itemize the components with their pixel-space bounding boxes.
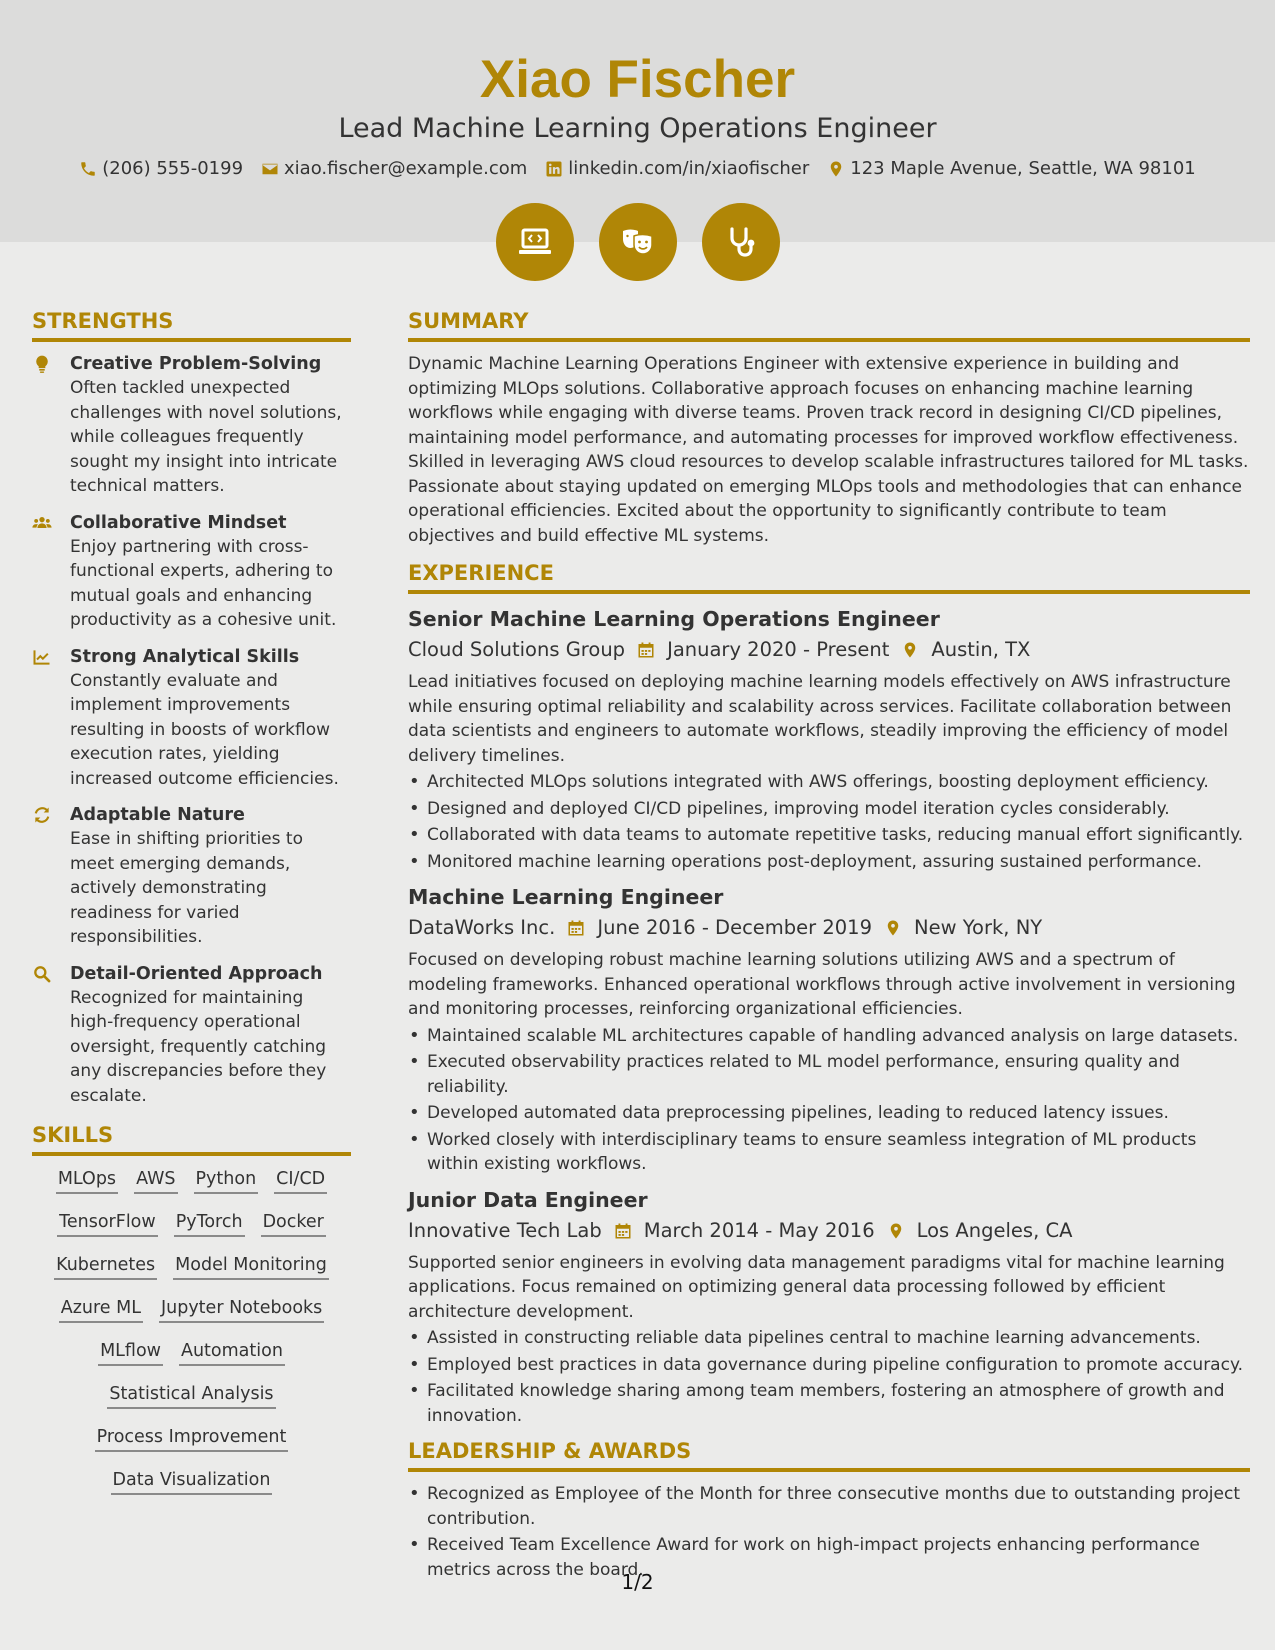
- map-pin-icon: [827, 160, 845, 178]
- job-description: Focused on developing robust machine learning solutions utilizing AWS and a spectrum of modeling frameworks. Enhanced operational workflows through active involvement in versioning and monitoring processes, reinforcing organizational efficiencies.: [408, 950, 1236, 1019]
- skill-tag: Statistical Analysis: [107, 1381, 275, 1409]
- contact-phone-text: (206) 555-0199: [102, 158, 244, 179]
- calendar-icon: [567, 919, 585, 937]
- contact-email[interactable]: [261, 158, 527, 179]
- envelope-icon: [261, 160, 279, 178]
- strength-item: [32, 645, 351, 792]
- job-entry: [408, 1185, 1250, 1429]
- job-meta: [408, 1215, 1250, 1247]
- job-dates: January 2020 - Present: [667, 638, 890, 661]
- strength-title: Strong Analytical Skills: [70, 646, 300, 667]
- skill-tag: Data Visualization: [111, 1467, 273, 1495]
- right-column: [408, 306, 1250, 1582]
- job-location: New York, NY: [914, 916, 1043, 939]
- strength-desc: Recognized for maintaining high-frequency operational oversight, frequently catching any discrepancies before they escalate.: [70, 987, 327, 1106]
- candidate-name: Xiao Fischer: [479, 50, 796, 109]
- badge-masks: [599, 203, 677, 281]
- job-location: Los Angeles, CA: [916, 1218, 1073, 1242]
- contact-phone[interactable]: [79, 158, 243, 179]
- awards-list: [408, 1482, 1250, 1582]
- contact-address-text: 123 Maple Avenue, Seattle, WA 98101: [850, 158, 1196, 179]
- job-entry: [408, 882, 1250, 1177]
- left-column: [32, 306, 351, 1495]
- strengths-heading: STRENGTHS: [32, 306, 351, 342]
- lightbulb-icon: [32, 354, 52, 374]
- job-meta: [408, 634, 1250, 666]
- strength-title: Detail-Oriented Approach: [70, 963, 323, 984]
- chart-line-icon: [32, 647, 52, 667]
- skills-heading: SKILLS: [32, 1120, 351, 1156]
- linkedin-icon: [545, 160, 563, 178]
- job-description: Lead initiatives focused on deploying machine learning models effectively on AWS infrastructure while ensuring optimal reliability and scalability across services. Facilitate collaboration between data scientists and engineers to automate workflows, steadily improving the efficiency of model delivery timelines.: [408, 672, 1232, 766]
- badge-laptop: [496, 203, 574, 281]
- strength-desc: Enjoy partnering with cross-functional experts, adhering to mutual goals and enhancing productivity as a cohesive unit.: [70, 536, 337, 630]
- bullet-item: • Assisted in constructing reliable data pipelines central to machine learning advancements.: [408, 1326, 1250, 1351]
- skill-tag: Docker: [261, 1209, 326, 1237]
- skill-tag: PyTorch: [174, 1209, 245, 1237]
- summary-heading: SUMMARY: [408, 306, 1250, 342]
- contact-email-text: xiao.fischer@example.com: [284, 158, 528, 179]
- strength-item: [32, 803, 351, 950]
- contact-address: [827, 158, 1195, 179]
- skill-tag: CI/CD: [274, 1166, 327, 1194]
- award-item: • Received Team Excellence Award for work on high-impact projects enhancing performance metrics across the board.: [408, 1533, 1250, 1582]
- job-company: Cloud Solutions Group: [408, 638, 626, 661]
- badge-row: [0, 203, 1275, 281]
- theater-masks-icon: [618, 222, 658, 262]
- job-bullets: [408, 1024, 1250, 1177]
- awards-heading: LEADERSHIP & AWARDS: [408, 1436, 1250, 1472]
- strength-item: [32, 962, 351, 1109]
- skill-tag: TensorFlow: [57, 1209, 158, 1237]
- job-company: Innovative Tech Lab: [408, 1218, 602, 1242]
- skills-list: [32, 1166, 351, 1495]
- experience-heading: EXPERIENCE: [408, 558, 1250, 594]
- skill-tag: MLOps: [56, 1166, 118, 1194]
- award-item: • Recognized as Employee of the Month for three consecutive months due to outstanding project contribution.: [408, 1482, 1250, 1531]
- bullet-item: • Developed automated data preprocessing pipelines, leading to reduced latency issues.: [408, 1101, 1250, 1126]
- candidate-headline: Lead Machine Learning Operations Engineer: [338, 113, 937, 144]
- skill-tag: Automation: [179, 1338, 285, 1366]
- skill-tag: Process Improvement: [95, 1424, 289, 1452]
- bullet-item: • Maintained scalable ML architectures capable of handling advanced analysis on large datasets.: [408, 1024, 1250, 1049]
- bullet-item: • Worked closely with interdisciplinary teams to ensure seamless integration of ML products within existing workflows.: [408, 1128, 1250, 1177]
- bullet-item: • Monitored machine learning operations post-deployment, assuring sustained performance.: [408, 850, 1250, 875]
- job-description: Supported senior engineers in evolving data management paradigms vital for machine learning applications. Focus remained on optimizing general data processing followed by efficient architecture development.: [408, 1252, 1225, 1322]
- strength-desc: Constantly evaluate and implement improvements resulting in boosts of workflow execution rates, yielding increased outcome efficiencies.: [70, 670, 339, 789]
- job-entry: [408, 604, 1250, 874]
- strength-title: Creative Problem-Solving: [70, 354, 322, 374]
- laptop-code-icon: [515, 222, 555, 262]
- sync-icon: [32, 805, 52, 825]
- bullet-item: • Employed best practices in data governance during pipeline configuration to promote accuracy.: [408, 1353, 1250, 1378]
- skill-tag: Jupyter Notebooks: [159, 1295, 324, 1323]
- job-title: Junior Data Engineer: [408, 1187, 648, 1212]
- contact-linkedin-text: linkedin.com/in/xiaofischer: [568, 158, 810, 179]
- users-icon: [32, 513, 52, 533]
- skill-tag: Kubernetes: [54, 1252, 157, 1280]
- search-icon: [32, 964, 52, 984]
- bullet-item: • Designed and deployed CI/CD pipelines, improving model iteration cycles considerably.: [408, 797, 1250, 822]
- map-pin-icon: [887, 1222, 905, 1240]
- job-title: Senior Machine Learning Operations Engineer: [408, 607, 940, 631]
- strength-desc: Ease in shifting priorities to meet emerging demands, actively demonstrating readiness for varied responsibilities.: [70, 829, 303, 947]
- map-pin-icon: [901, 641, 919, 659]
- phone-icon: [79, 160, 97, 178]
- calendar-icon: [614, 1222, 632, 1240]
- strength-item: [32, 511, 351, 633]
- skill-tag: Python: [194, 1166, 259, 1194]
- bullet-item: • Facilitated knowledge sharing among team members, fostering an atmosphere of growth and innovation.: [408, 1379, 1250, 1428]
- job-dates: March 2014 - May 2016: [643, 1218, 875, 1242]
- job-dates: June 2016 - December 2019: [597, 916, 872, 939]
- job-bullets: [408, 1326, 1250, 1428]
- job-bullets: [408, 770, 1250, 874]
- job-title: Machine Learning Engineer: [408, 885, 724, 909]
- strength-desc: Often tackled unexpected challenges with novel solutions, while colleagues frequently sought my insight into intricate technical matters.: [70, 378, 342, 496]
- job-meta: [408, 912, 1250, 944]
- contact-linkedin[interactable]: [545, 158, 809, 179]
- job-company: DataWorks Inc.: [408, 916, 556, 939]
- skill-tag: Model Monitoring: [173, 1252, 329, 1280]
- map-pin-icon: [884, 919, 902, 937]
- strength-title: Collaborative Mindset: [70, 512, 287, 533]
- calendar-icon: [637, 641, 655, 659]
- strength-item: [32, 352, 351, 499]
- skill-tag: AWS: [134, 1166, 177, 1194]
- bullet-item: • Collaborated with data teams to automate repetitive tasks, reducing manual effort significantly.: [408, 823, 1250, 848]
- page-number: 1/2: [621, 1570, 654, 1594]
- stethoscope-icon: [721, 222, 761, 262]
- job-location: Austin, TX: [931, 638, 1031, 661]
- badge-stethoscope: [702, 203, 780, 281]
- contact-bar: [0, 158, 1275, 179]
- bullet-item: • Architected MLOps solutions integrated with AWS offerings, boosting deployment efficiency.: [408, 770, 1250, 795]
- skill-tag: MLflow: [98, 1338, 163, 1366]
- summary-text: Dynamic Machine Learning Operations Engineer with extensive experience in building and optimizing MLOps solutions. Collaborative approach focuses on enhancing machine learning workflows while engaging with diverse teams. Proven track record in designing CI/CD pipelines, maintaining model performance, and automating processes for improved workflow effectiveness. Skilled in leveraging AWS cloud resources to develop scalable infrastructures tailored for ML tasks. Passionate about staying updated on emerging MLOps tools and methodologies that can enhance operational efficiencies. Excited about the opportunity to significantly contribute to team objectives and build effective ML systems.: [408, 354, 1249, 546]
- strength-title: Adaptable Nature: [70, 805, 245, 825]
- skill-tag: Azure ML: [59, 1295, 143, 1323]
- bullet-item: • Executed observability practices related to ML model performance, ensuring quality and reliability.: [408, 1050, 1250, 1099]
